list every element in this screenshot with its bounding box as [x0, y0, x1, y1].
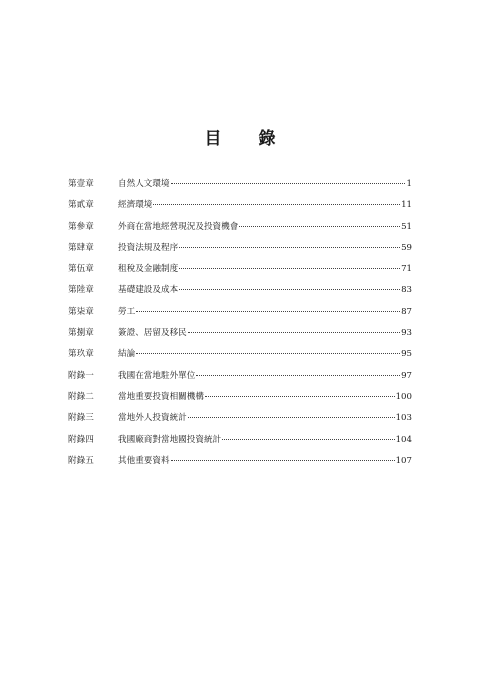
toc-entry-page-number: 51 [401, 221, 412, 232]
toc-entry-page-number: 87 [401, 306, 412, 317]
toc-entry-label: 附錄四 [68, 434, 94, 445]
toc-entry [68, 199, 412, 220]
toc-entry [68, 391, 412, 412]
toc-entry-page-number: 100 [395, 391, 412, 402]
toc-dot-leader [179, 268, 400, 269]
toc-dot-leader [196, 375, 400, 376]
toc-entry-label: 第肆章 [68, 242, 94, 253]
toc-dot-leader [136, 353, 400, 354]
toc-entry-page-number: 59 [401, 242, 412, 253]
toc-entry-title: 租稅及金融制度 [118, 264, 179, 275]
toc-dot-leader [136, 311, 400, 312]
toc-entry-title: 基礎建設及成本 [118, 285, 179, 296]
toc-entry-page-number: 93 [401, 328, 412, 339]
toc-entry-page-number: 71 [401, 264, 412, 275]
toc-entry [68, 327, 412, 348]
toc-entry-page-number: 83 [401, 285, 412, 296]
toc-dot-leader [179, 289, 400, 290]
toc-entry [68, 434, 412, 455]
toc-dot-leader [171, 183, 405, 184]
toc-entry-title: 當地重要投資相關機構 [118, 391, 204, 402]
toc-entry-label: 附錄三 [68, 413, 94, 424]
toc-entry-page-number: 104 [395, 434, 412, 445]
toc-entry-label: 第壹章 [68, 179, 94, 189]
toc-entry-page-number: 107 [395, 455, 412, 466]
toc-entry-title: 當地外人投資統計 [118, 413, 187, 424]
toc-entry-title: 經濟環境 [118, 200, 153, 211]
toc-dot-leader [205, 396, 395, 397]
toc-entry-page-number: 11 [401, 200, 412, 211]
toc-entry [68, 306, 412, 327]
toc-entry-label: 附錄一 [68, 370, 94, 381]
toc-entry-label: 附錄二 [68, 391, 94, 402]
toc-entry-label: 第伍章 [68, 264, 94, 275]
toc-entry-page-number: 1 [406, 179, 412, 189]
toc-entry-title: 投資法規及程序 [118, 242, 179, 253]
toc-entry [68, 284, 412, 305]
toc-entry-title: 外商在當地經營現況及投資機會 [118, 221, 239, 232]
toc-entry-title: 自然人文環境 [118, 179, 170, 189]
toc-entry [68, 370, 412, 391]
toc-entry-label: 第捌章 [68, 328, 94, 339]
toc-entry-label: 第柒章 [68, 306, 94, 317]
toc-entry-page-number: 95 [401, 349, 412, 360]
toc-entry-label: 第參章 [68, 221, 94, 232]
toc-entry [68, 221, 412, 242]
toc-entry [68, 348, 412, 369]
toc-entry [68, 412, 412, 433]
toc-entry-title: 簽證、居留及移民 [118, 328, 187, 339]
toc-entry-label: 附錄五 [68, 455, 94, 466]
toc-entry-title: 勞工 [118, 306, 136, 317]
toc-dot-leader [153, 204, 400, 205]
toc-dot-leader [188, 332, 400, 333]
toc-entry [68, 242, 412, 263]
toc-entry [68, 263, 412, 284]
toc-dot-leader [222, 439, 394, 440]
toc-dot-leader [179, 247, 400, 248]
toc-entry [68, 178, 412, 199]
toc-entry-page-number: 103 [395, 413, 412, 424]
toc-entry-title: 我國廠商對當地國投資統計 [118, 434, 222, 445]
toc-entry-label: 第貳章 [68, 200, 94, 211]
toc-dot-leader [171, 460, 395, 461]
toc-entry-page-number: 97 [401, 370, 412, 381]
toc-entry-title: 我國在當地駐外單位 [118, 370, 196, 381]
page-title: 目 錄 [204, 129, 286, 149]
toc-entry-title: 其他重要資料 [118, 455, 170, 466]
toc-entry-label: 第陸章 [68, 285, 94, 296]
toc-entry-title: 結論 [118, 349, 136, 360]
toc-dot-leader [239, 226, 400, 227]
toc-entry [68, 455, 412, 476]
toc-dot-leader [188, 417, 395, 418]
table-of-contents [68, 178, 412, 476]
toc-entry-label: 第玖章 [68, 349, 94, 360]
